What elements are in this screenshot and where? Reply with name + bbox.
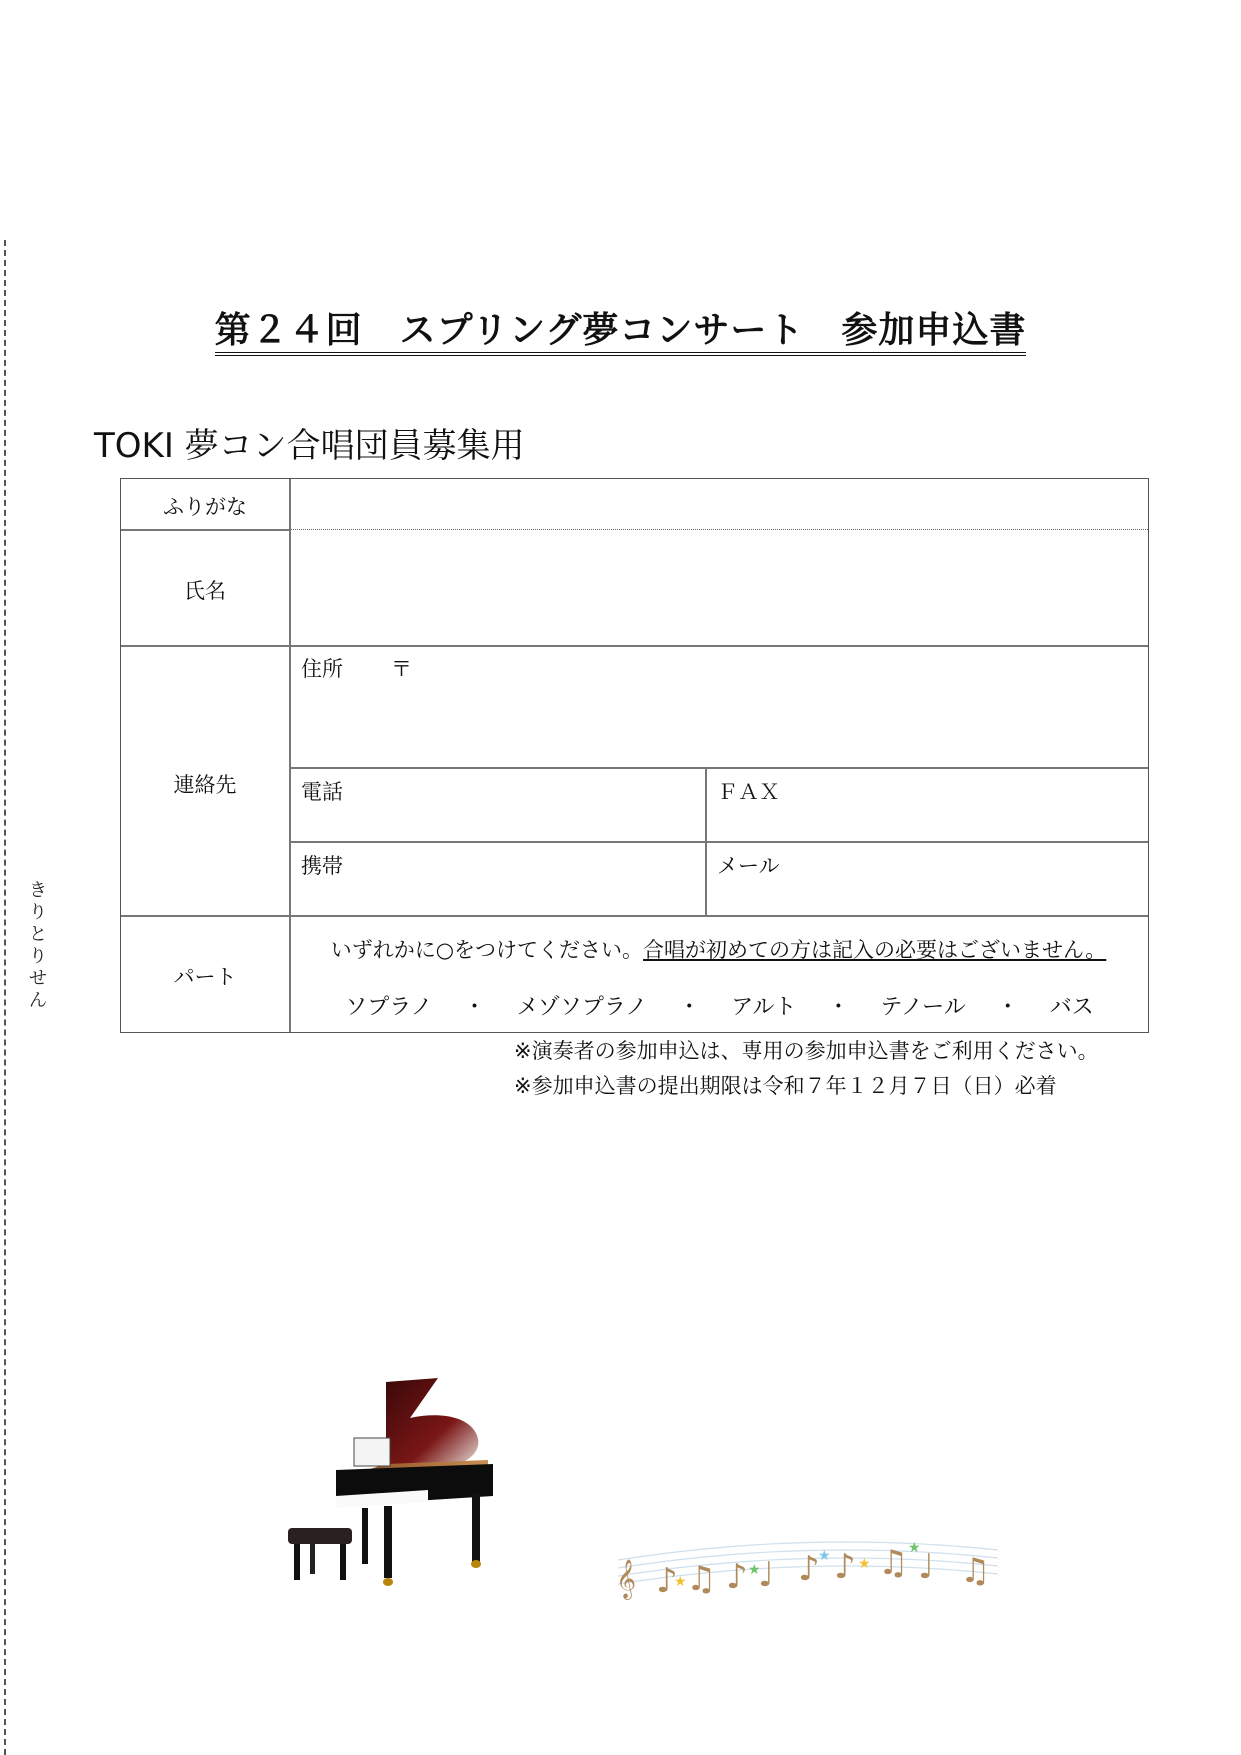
part-separator: ・	[450, 995, 499, 1020]
form-subtitle: TOKI 夢コン合唱団員募集用	[94, 426, 525, 466]
address-field[interactable]	[291, 679, 1146, 765]
svg-text:★: ★	[858, 1556, 871, 1572]
fax-label: ＦＡＸ	[717, 780, 780, 804]
svg-text:★: ★	[908, 1540, 921, 1556]
cut-label-char: と	[29, 924, 47, 945]
postal-mark: 〒	[391, 657, 412, 681]
footnote-performers: ※演奏者の参加申込は、専用の参加申込書をご利用ください。	[514, 1039, 1099, 1063]
mail-label: メール	[717, 854, 780, 878]
part-option[interactable]: ソプラノ	[345, 995, 433, 1020]
name-label: 氏名	[184, 579, 226, 603]
cut-line	[4, 240, 6, 1755]
phone-label: 電話	[301, 780, 343, 804]
cut-label-char: き	[29, 880, 47, 901]
svg-text:♫: ♫	[960, 1551, 991, 1591]
part-separator: ・	[665, 995, 714, 1020]
grand-piano-illustration	[288, 1378, 520, 1592]
svg-text:♪: ♪	[726, 1557, 748, 1597]
svg-text:★: ★	[674, 1574, 687, 1590]
svg-text:★: ★	[818, 1548, 831, 1564]
svg-text:♩: ♩	[918, 1547, 935, 1587]
cut-label-char: ん	[29, 990, 47, 1011]
mobile-label: 携帯	[301, 854, 343, 878]
cut-label-char: り	[29, 946, 47, 967]
svg-text:♪: ♪	[834, 1547, 856, 1587]
part-separator: ・	[814, 995, 863, 1020]
part-options	[289, 990, 1150, 1021]
svg-text:♫: ♫	[686, 1559, 717, 1599]
cut-label-char: せ	[29, 968, 47, 989]
part-label: パート	[173, 965, 237, 989]
contact-label: 連絡先	[173, 773, 237, 797]
name-field[interactable]	[291, 533, 1146, 643]
part-separator: ・	[983, 995, 1032, 1020]
part-option[interactable]: テノール	[880, 995, 966, 1020]
svg-text:♩: ♩	[758, 1555, 775, 1595]
cut-label-char: り	[29, 902, 47, 923]
part-option[interactable]: アルト	[731, 995, 797, 1020]
part-instruction: いずれかに○をつけてください。合唱が初めての方は記入の必要はございません。	[330, 938, 1107, 962]
furigana-field[interactable]	[291, 481, 1146, 527]
address-label: 住所	[301, 657, 343, 681]
part-option[interactable]: メゾソプラノ	[516, 995, 648, 1020]
furigana-label: ふりがな	[163, 495, 247, 519]
page-title: 第２４回 スプリング夢コンサート 参加申込書	[0, 302, 1241, 353]
music-notes-decoration	[608, 1520, 1008, 1620]
svg-text:♪: ♪	[798, 1549, 820, 1589]
footnote-deadline: ※参加申込書の提出期限は令和７年１２月７日（日）必着	[514, 1074, 1057, 1098]
cut-here-label	[26, 880, 50, 1012]
application-form	[120, 478, 1149, 1033]
part-instruction-underlined: 合唱が初めての方は記入の必要はございません。	[643, 938, 1107, 962]
part-option[interactable]: バス	[1049, 995, 1094, 1020]
svg-text:𝄞: 𝄞	[616, 1559, 637, 1599]
svg-text:♪: ♪	[656, 1561, 678, 1601]
svg-text:★: ★	[748, 1562, 761, 1578]
svg-text:♫: ♫	[878, 1543, 909, 1583]
